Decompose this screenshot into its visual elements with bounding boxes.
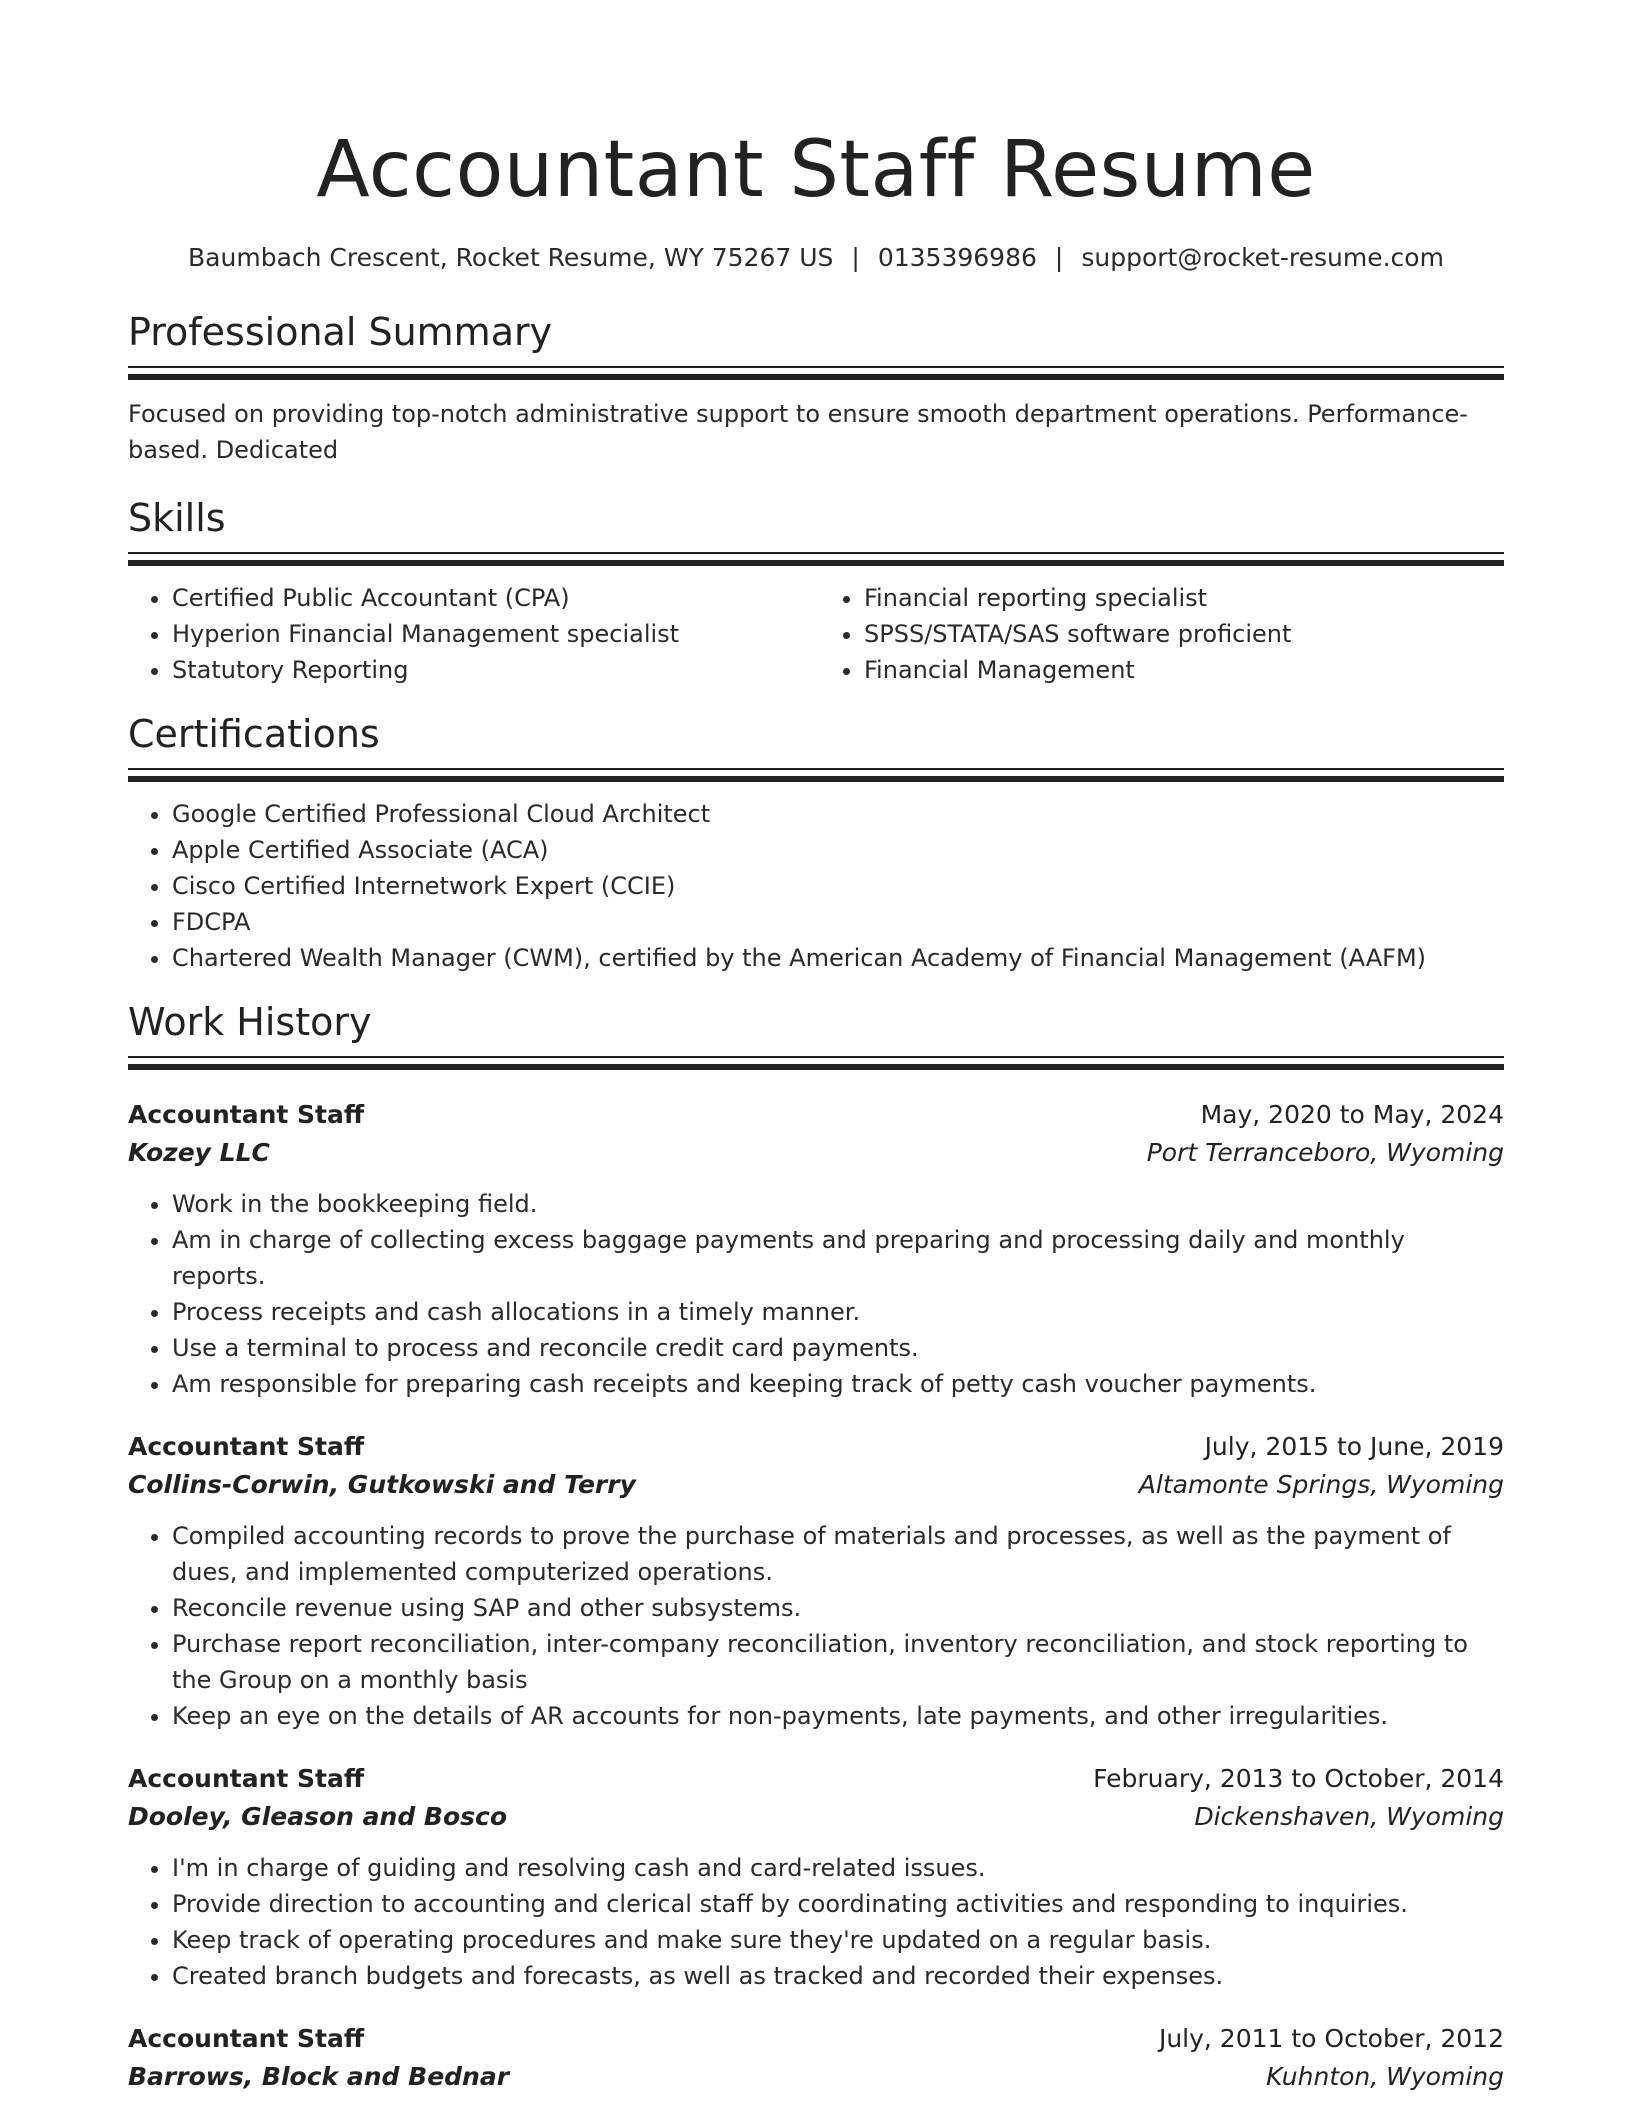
skills-list-left bbox=[128, 580, 816, 688]
certification-item: • FDCPA bbox=[172, 904, 1504, 940]
skill-item: • Hyperion Financial Management specialist bbox=[172, 616, 816, 652]
certification-item: • Chartered Wealth Manager (CWM), certified by the American Academy of Financial Management (AAFM) bbox=[172, 940, 1504, 976]
job-duty: • Compiled accounting records to prove the purchase of materials and processes, as well as the payment of dues, and implemented computerized operations. bbox=[172, 1518, 1504, 1590]
skills-grid bbox=[128, 566, 1504, 688]
job-entry bbox=[128, 1428, 1504, 1734]
job-company: Kozey LLC bbox=[128, 1138, 270, 1167]
job-duties-list bbox=[128, 1186, 1504, 1402]
job-entry bbox=[128, 1096, 1504, 1402]
job-duty: • Reconcile revenue using SAP and other subsystems. bbox=[172, 1590, 1504, 1626]
resume-page bbox=[128, 0, 1504, 2096]
job-duty: • Keep an eye on the details of AR accounts for non-payments, late payments, and other irregularities. bbox=[172, 1698, 1504, 1734]
job-header-row bbox=[128, 1096, 1504, 1134]
job-title: Accountant Staff bbox=[128, 2024, 365, 2053]
job-entry bbox=[128, 1760, 1504, 1994]
job-header-row bbox=[128, 2020, 1504, 2058]
job-title: Accountant Staff bbox=[128, 1100, 365, 1129]
job-duty: • Use a terminal to process and reconcile credit card payments. bbox=[172, 1330, 1504, 1366]
job-duty: • Provide direction to accounting and clerical staff by coordinating activities and responding to inquiries. bbox=[172, 1886, 1504, 1922]
job-duty: • Am responsible for preparing cash receipts and keeping track of petty cash voucher payments. bbox=[172, 1366, 1504, 1402]
skill-item: • SPSS/STATA/SAS software proficient bbox=[864, 616, 1504, 652]
skill-item: • Financial reporting specialist bbox=[864, 580, 1504, 616]
job-company: Dooley, Gleason and Bosco bbox=[128, 1802, 508, 1831]
skills-list-right bbox=[816, 580, 1504, 688]
job-duty: • Process receipts and cash allocations in a timely manner. bbox=[172, 1294, 1504, 1330]
job-duty: • Am in charge of collecting excess baggage payments and preparing and processing daily and monthly reports. bbox=[172, 1222, 1504, 1294]
section-divider bbox=[128, 1056, 1504, 1070]
job-title: Accountant Staff bbox=[128, 1764, 365, 1793]
job-header-row bbox=[128, 1760, 1504, 1798]
certifications-section bbox=[128, 710, 1504, 976]
contact-separator: | bbox=[851, 243, 860, 272]
contact-email[interactable]: support@rocket-resume.com bbox=[1081, 243, 1444, 272]
job-entry bbox=[128, 2020, 1504, 2096]
job-duty: • I'm in charge of guiding and resolving cash and card-related issues. bbox=[172, 1850, 1504, 1886]
section-divider bbox=[128, 768, 1504, 782]
job-title: Accountant Staff bbox=[128, 1432, 365, 1461]
skill-item: • Certified Public Accountant (CPA) bbox=[172, 580, 816, 616]
job-duties-list bbox=[128, 1518, 1504, 1734]
skill-item: • Statutory Reporting bbox=[172, 652, 816, 688]
job-duty: • Created branch budgets and forecasts, as well as tracked and recorded their expenses. bbox=[172, 1958, 1504, 1994]
job-company-row bbox=[128, 1134, 1504, 1172]
job-header-row bbox=[128, 1428, 1504, 1466]
summary-text: Focused on providing top-notch administrative support to ensure smooth department operations. Performance-based. Dedicated bbox=[128, 400, 1468, 464]
job-company-row bbox=[128, 1798, 1504, 1836]
certifications-list bbox=[128, 796, 1504, 976]
job-company: Barrows, Block and Bednar bbox=[128, 2062, 510, 2091]
section-heading-certifications: Certifications bbox=[128, 712, 380, 756]
work-history-section bbox=[128, 998, 1504, 2096]
section-divider bbox=[128, 552, 1504, 566]
job-dates: February, 2013 to October, 2014 bbox=[1093, 1764, 1504, 1793]
contact-line bbox=[128, 242, 1504, 274]
job-dates: July, 2015 to June, 2019 bbox=[1204, 1432, 1504, 1461]
job-dates: July, 2011 to October, 2012 bbox=[1158, 2024, 1504, 2053]
resume-title: Accountant Staff Resume bbox=[316, 125, 1316, 215]
job-duty: • Work in the bookkeeping field. bbox=[172, 1186, 1504, 1222]
job-location: Altamonte Springs, Wyoming bbox=[1138, 1470, 1504, 1499]
summary-section bbox=[128, 308, 1504, 468]
certification-item: • Apple Certified Associate (ACA) bbox=[172, 832, 1504, 868]
skills-section bbox=[128, 494, 1504, 688]
section-divider bbox=[128, 366, 1504, 380]
job-company-row bbox=[128, 2058, 1504, 2096]
contact-address: Baumbach Crescent, Rocket Resume, WY 75267 US bbox=[188, 243, 834, 272]
job-duty: • Purchase report reconciliation, inter-company reconciliation, inventory reconciliation, and stock reporting to the Group on a monthly basis bbox=[172, 1626, 1504, 1698]
contact-separator: | bbox=[1054, 243, 1064, 272]
job-location: Kuhnton, Wyoming bbox=[1266, 2062, 1504, 2091]
job-company-row bbox=[128, 1466, 1504, 1504]
job-duty: • Keep track of operating procedures and make sure they're updated on a regular basis. bbox=[172, 1922, 1504, 1958]
certification-item: • Cisco Certified Internetwork Expert (CCIE) bbox=[172, 868, 1504, 904]
section-heading-skills: Skills bbox=[128, 496, 226, 540]
job-location: Dickenshaven, Wyoming bbox=[1194, 1802, 1504, 1831]
job-duties-list bbox=[128, 1850, 1504, 1994]
contact-phone: 0135396986 bbox=[877, 243, 1037, 272]
job-location: Port Terranceboro, Wyoming bbox=[1146, 1138, 1504, 1167]
section-heading-work-history: Work History bbox=[128, 1000, 372, 1044]
job-company: Collins-Corwin, Gutkowski and Terry bbox=[128, 1470, 636, 1499]
job-dates: May, 2020 to May, 2024 bbox=[1200, 1100, 1504, 1129]
certification-item: • Google Certified Professional Cloud Architect bbox=[172, 796, 1504, 832]
skill-item: • Financial Management bbox=[864, 652, 1504, 688]
section-heading-summary: Professional Summary bbox=[128, 310, 553, 354]
